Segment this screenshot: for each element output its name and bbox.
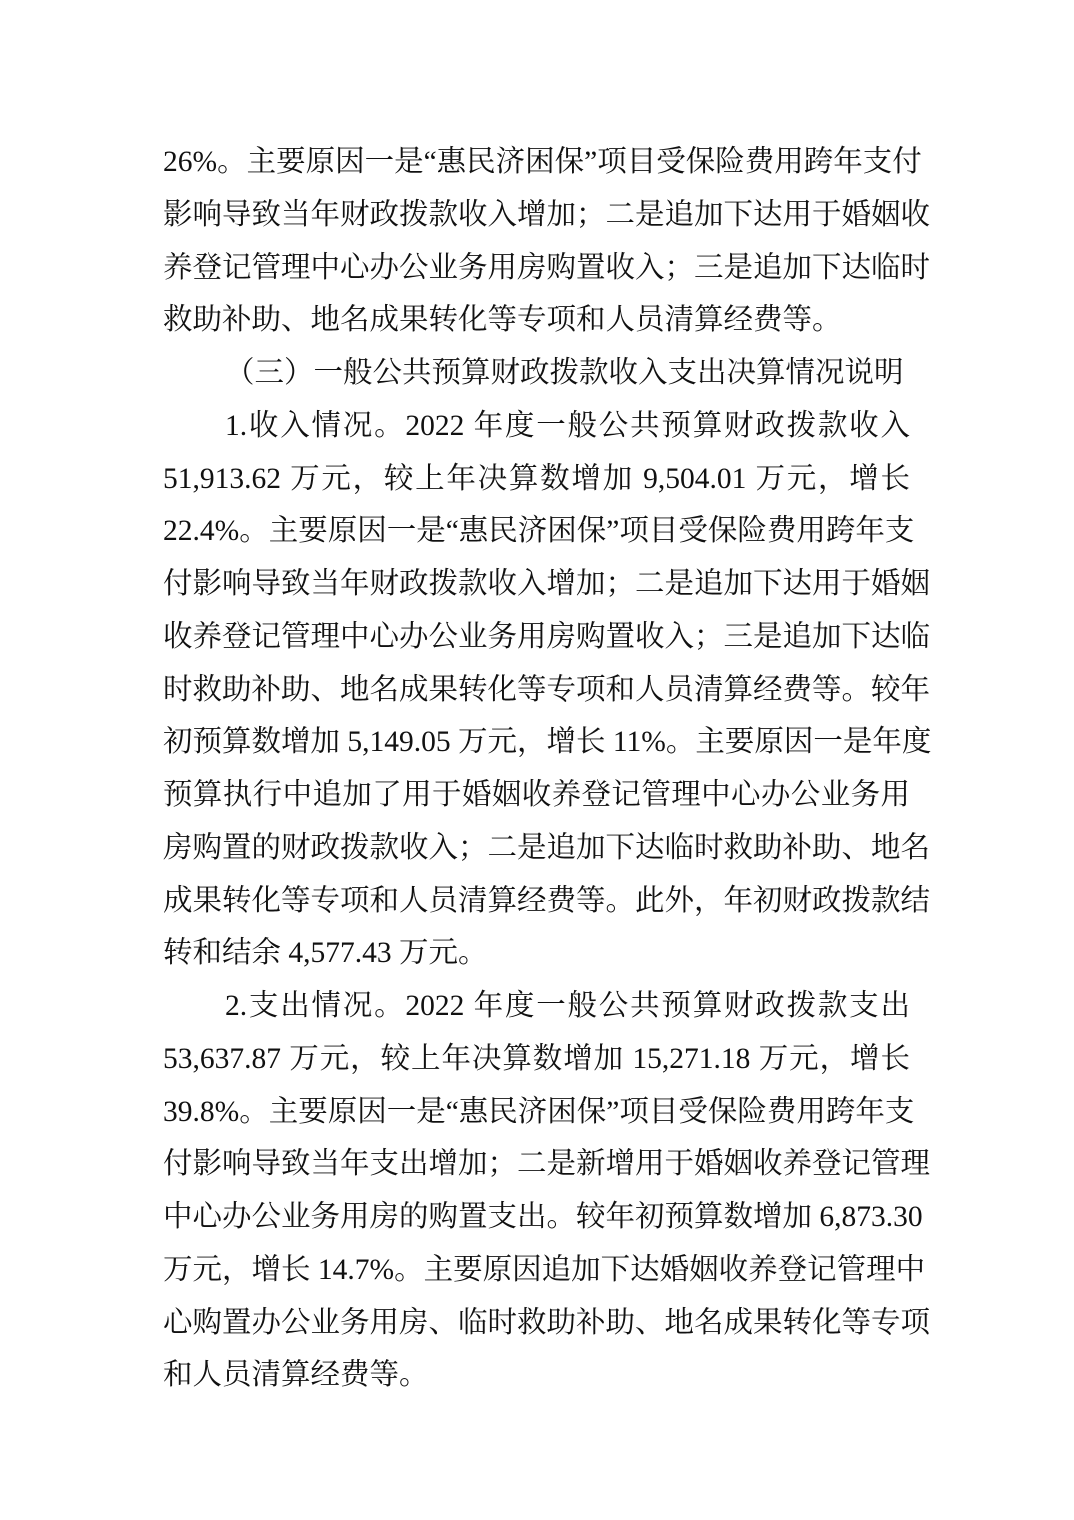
text-line: 预算执行中追加了用于婚姻收养登记管理中心办公业务用	[163, 779, 910, 811]
text-line: 26%。主要原因一是“惠民济困保”项目受保险费用跨年支付	[163, 146, 922, 178]
text-line: 万元，增长 14.7%。主要原因追加下达婚姻收养登记管理中	[163, 1253, 926, 1286]
text-line: 中心办公业务用房的购置支出。较年初预算数增加 6,873.30	[163, 1201, 923, 1233]
text-line: 2.支出情况。2022 年度一般公共预算财政拨款支出	[225, 990, 910, 1022]
text-line: 53,637.87 万元，较上年决算数增加 15,271.18 万元，增长	[163, 1042, 910, 1075]
text-line: 22.4%。主要原因一是“惠民济困保”项目受保险费用跨年支	[163, 515, 915, 548]
text-line: 房购置的财政拨款收入；二是追加下达临时救助补助、地名	[163, 831, 931, 864]
text-line: 养登记管理中心办公业务用房购置收入；三是追加下达临时	[163, 251, 931, 284]
paragraph	[163, 136, 931, 347]
text-line: 影响导致当年财政拨款收入增加；二是追加下达用于婚姻收	[163, 198, 931, 231]
text-line: （三）一般公共预算财政拨款收入支出决算情况说明	[225, 357, 904, 389]
paragraph	[163, 980, 931, 1402]
text-line: 心购置办公业务用房、临时救助补助、地名成果转化等专项	[163, 1306, 931, 1339]
text-line: 转和结余 4,577.43 万元。	[163, 937, 488, 970]
text-line: 救助补助、地名成果转化等专项和人员清算经费等。	[163, 304, 842, 337]
text-line: 付影响导致当年支出增加；二是新增用于婚姻收养登记管理	[163, 1148, 931, 1181]
text-line: 收养登记管理中心办公业务用房购置收入；三是追加下达临	[163, 620, 931, 653]
paragraph	[163, 400, 932, 980]
text-line: 初预算数增加 5,149.05 万元，增长 11%。主要原因一是年度	[163, 726, 932, 759]
text-line: 1.收入情况。2022 年度一般公共预算财政拨款收入	[225, 409, 910, 442]
document-body	[163, 136, 932, 1402]
section-heading	[163, 347, 910, 400]
text-line: 成果转化等专项和人员清算经费等。此外，年初财政拨款结	[163, 884, 931, 917]
text-line: 39.8%。主要原因一是“惠民济困保”项目受保险费用跨年支	[163, 1095, 915, 1128]
text-line: 和人员清算经费等。	[163, 1359, 429, 1392]
text-line: 51,913.62 万元，较上年决算数增加 9,504.01 万元，增长	[163, 462, 910, 495]
text-line: 付影响导致当年财政拨款收入增加；二是追加下达用于婚姻	[163, 568, 931, 600]
text-line: 时救助补助、地名成果转化等专项和人员清算经费等。较年	[163, 673, 931, 706]
